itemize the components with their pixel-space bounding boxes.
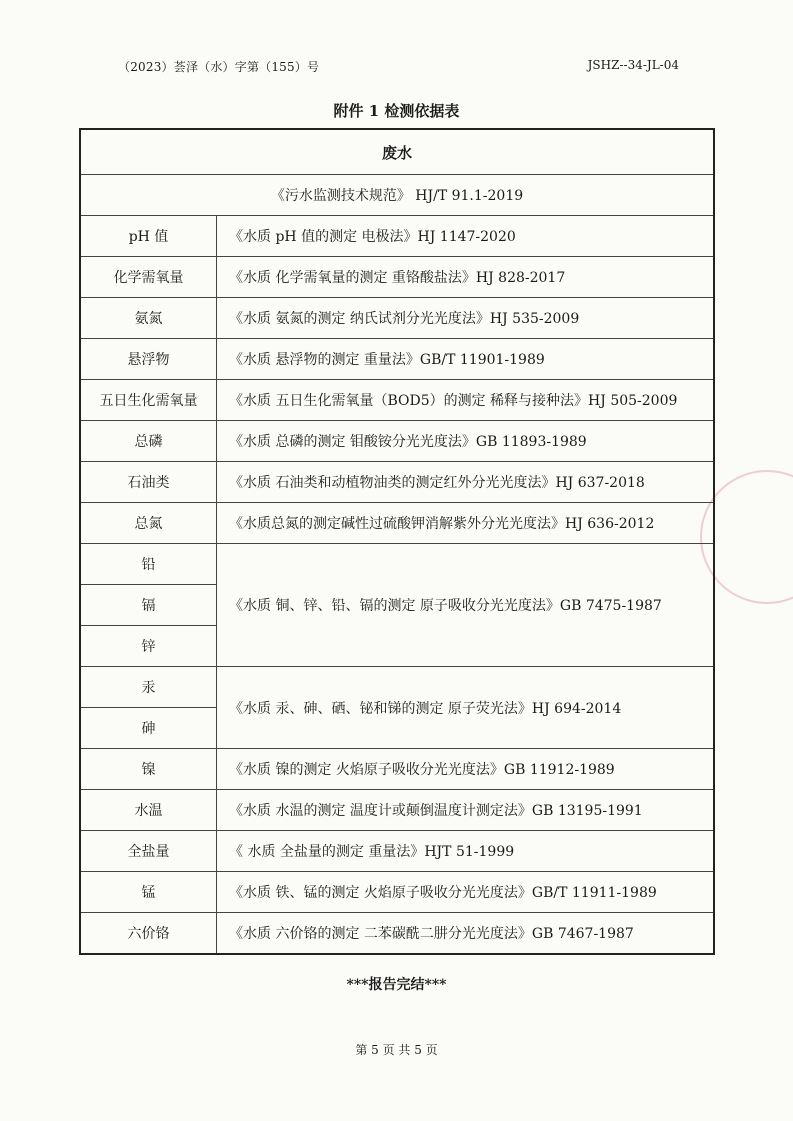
parameter-cell: 总磷 — [80, 421, 217, 462]
method-cell: 《水质 铜、锌、铅、镉的测定 原子吸收分光光度法》GB 7475-1987 — [217, 544, 715, 667]
parameter-cell: 五日生化需氧量 — [80, 380, 217, 421]
report-end-marker: ***报告完结*** — [346, 977, 447, 993]
parameter-cell: 砷 — [80, 708, 217, 749]
parameter-cell: 汞 — [80, 667, 217, 708]
parameter-cell: 锌 — [80, 626, 217, 667]
report-number: （2023）荟泽（水）字第（155）号 — [118, 60, 320, 74]
table-row — [80, 421, 714, 462]
parameter-cell: 六价铬 — [80, 913, 217, 955]
table-row — [80, 216, 714, 257]
parameter-cell: 水温 — [80, 790, 217, 831]
page-title: 附件 1 检测依据表 — [333, 102, 460, 120]
table-row — [80, 831, 714, 872]
table-row — [80, 667, 714, 708]
method-cell: 《 水质 全盐量的测定 重量法》HJT 51-1999 — [217, 831, 715, 872]
section-title: 废水 — [80, 129, 714, 175]
method-cell: 《水质 石油类和动植物油类的测定红外分光光度法》HJ 637-2018 — [217, 462, 715, 503]
method-cell: 《水质 悬浮物的测定 重量法》GB/T 11901-1989 — [217, 339, 715, 380]
basis-table — [79, 128, 715, 955]
method-cell: 《水质 五日生化需氧量（BOD5）的测定 稀释与接种法》HJ 505-2009 — [217, 380, 715, 421]
table-row — [80, 503, 714, 544]
page-number: 第 5 页 共 5 页 — [355, 1043, 438, 1057]
parameter-cell: 化学需氧量 — [80, 257, 217, 298]
method-cell: 《水质 铁、锰的测定 火焰原子吸收分光光度法》GB/T 11911-1989 — [217, 872, 715, 913]
table-row — [80, 872, 714, 913]
parameter-cell: 镉 — [80, 585, 217, 626]
form-code: JSHZ--34-JL-04 — [587, 58, 679, 72]
general-standard: 《污水监测技术规范》 HJ/T 91.1-2019 — [80, 175, 714, 216]
method-cell: 《水质总氮的测定碱性过硫酸钾消解紫外分光光度法》HJ 636-2012 — [217, 503, 715, 544]
method-cell: 《水质 六价铬的测定 二苯碳酰二肼分光光度法》GB 7467-1987 — [217, 913, 715, 955]
method-cell: 《水质 汞、砷、硒、铋和锑的测定 原子荧光法》HJ 694-2014 — [217, 667, 715, 749]
method-cell: 《水质 氨氮的测定 纳氏试剂分光光度法》HJ 535-2009 — [217, 298, 715, 339]
table-row — [80, 544, 714, 585]
table-row — [80, 339, 714, 380]
parameter-cell: pH 值 — [80, 216, 217, 257]
table-row — [80, 790, 714, 831]
method-cell: 《水质 镍的测定 火焰原子吸收分光光度法》GB 11912-1989 — [217, 749, 715, 790]
method-cell: 《水质 水温的测定 温度计或颠倒温度计测定法》GB 13195-1991 — [217, 790, 715, 831]
method-cell: 《水质 化学需氧量的测定 重铬酸盐法》HJ 828-2017 — [217, 257, 715, 298]
method-cell: 《水质 pH 值的测定 电极法》HJ 1147-2020 — [217, 216, 715, 257]
general-standard-row — [80, 175, 714, 216]
parameter-cell: 全盐量 — [80, 831, 217, 872]
parameter-cell: 镍 — [80, 749, 217, 790]
parameter-cell: 悬浮物 — [80, 339, 217, 380]
table-row — [80, 749, 714, 790]
table-row — [80, 257, 714, 298]
parameter-cell: 氨氮 — [80, 298, 217, 339]
section-row — [80, 129, 714, 175]
table-row — [80, 462, 714, 503]
table-row — [80, 380, 714, 421]
table-row — [80, 913, 714, 955]
table-row — [80, 298, 714, 339]
parameter-cell: 锰 — [80, 872, 217, 913]
parameter-cell: 铅 — [80, 544, 217, 585]
parameter-cell: 石油类 — [80, 462, 217, 503]
parameter-cell: 总氮 — [80, 503, 217, 544]
method-cell: 《水质 总磷的测定 钼酸铵分光光度法》GB 11893-1989 — [217, 421, 715, 462]
